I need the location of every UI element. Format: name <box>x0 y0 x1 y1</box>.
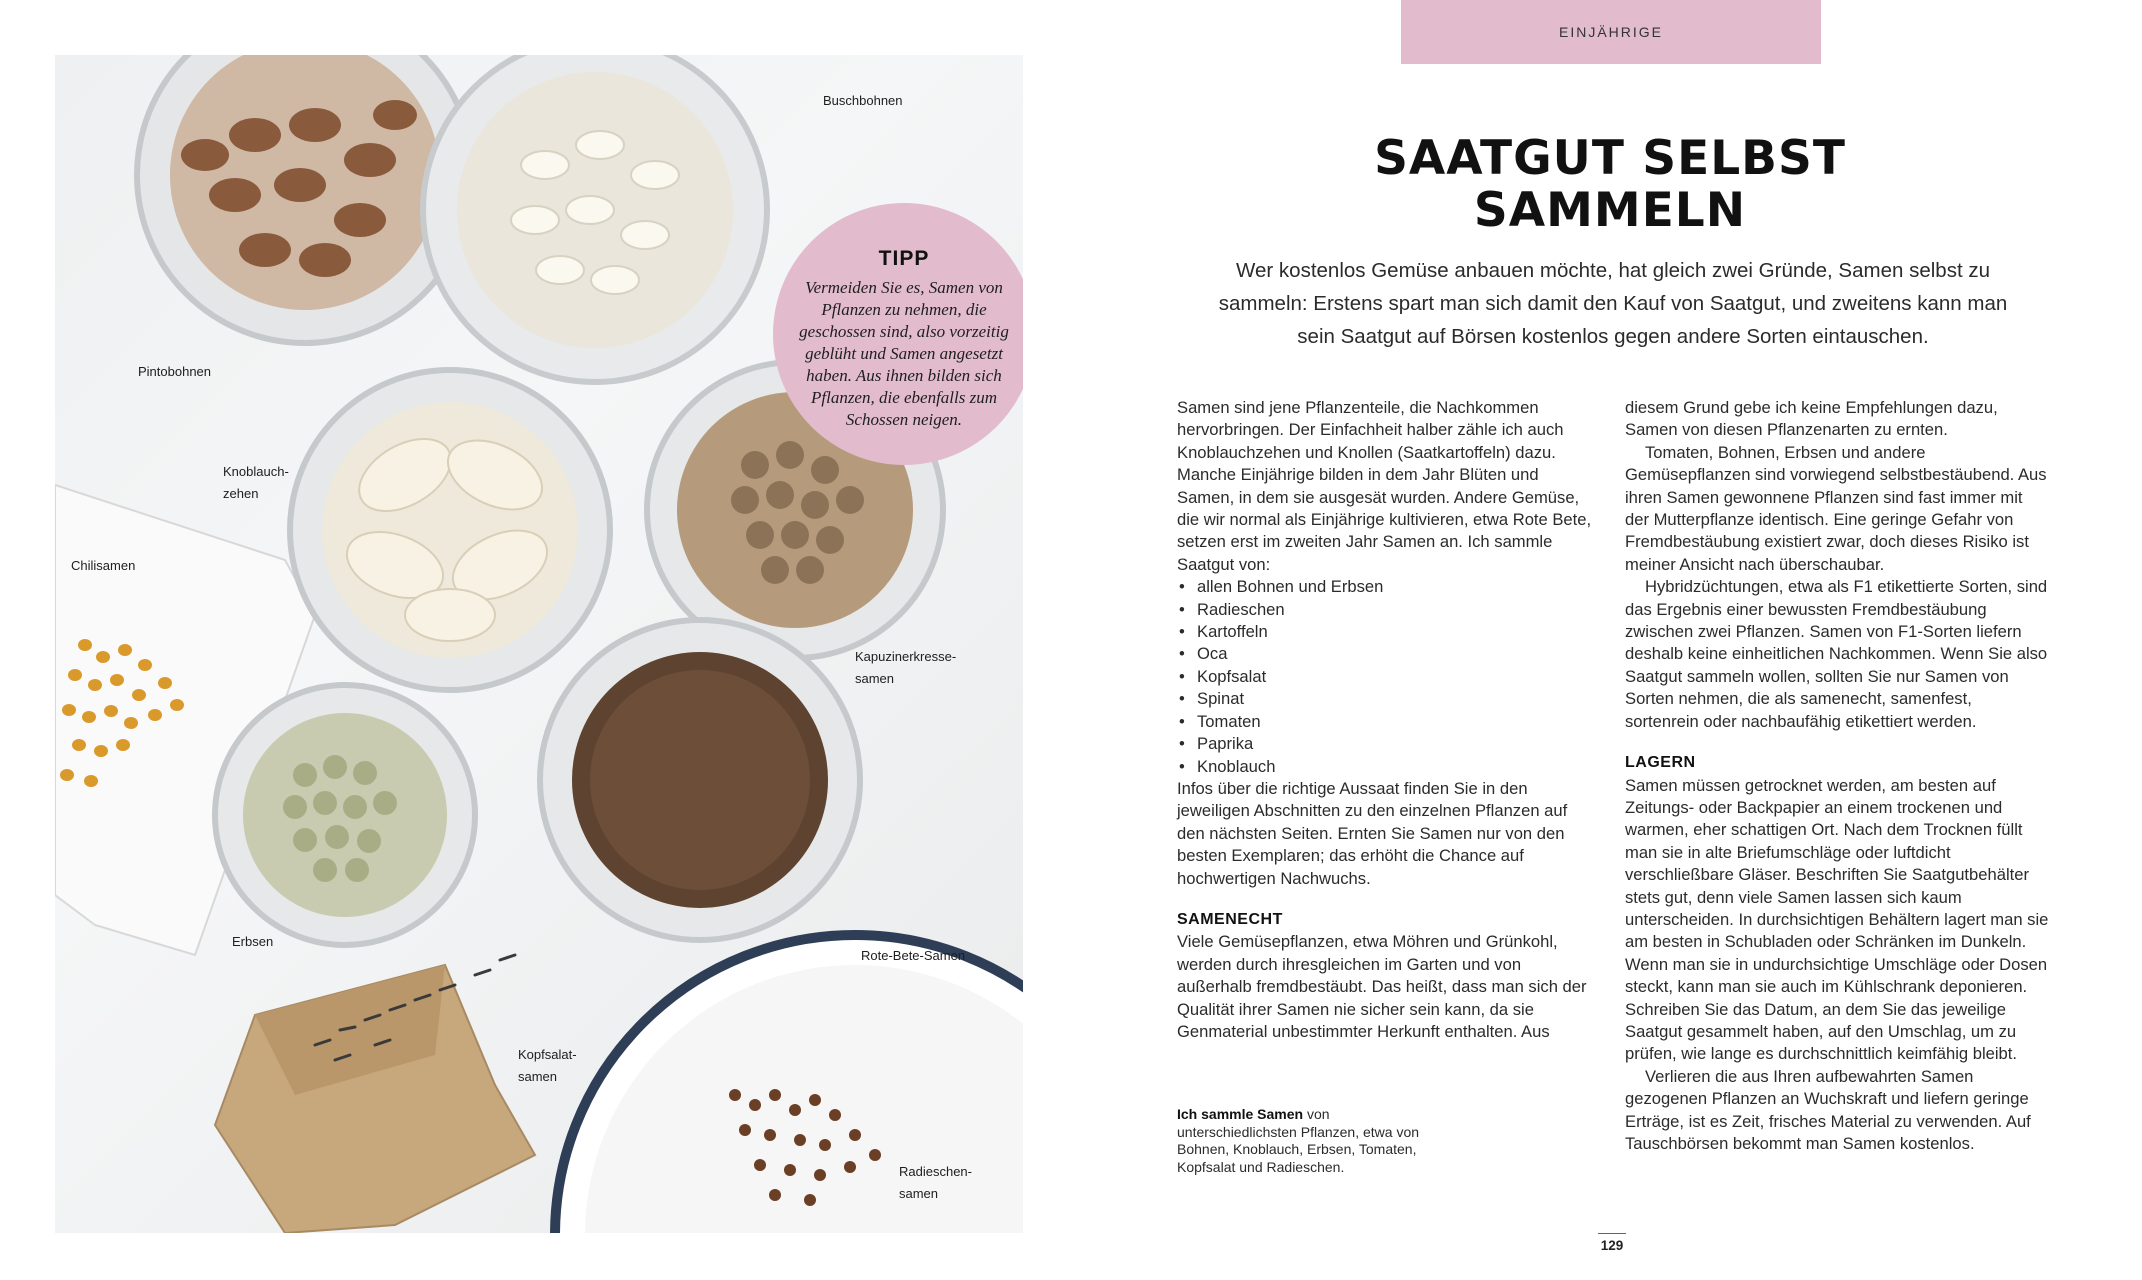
col2-paragraph-5: Verlieren die aus Ihren aufbewahrten Samen gezogenen Pflanzen an Wuchskraft und liefern geringe Erträge, ist es Zeit, frisches Material zu verwenden. Auf Tauschbörsen bekommt man Samen kostenlos. <box>1625 1066 2031 1153</box>
label-buschbohnen: Buschbohnen <box>823 93 903 108</box>
label-chilisamen: Chilisamen <box>71 558 136 573</box>
heading-lagern: LAGERN <box>1625 754 1696 772</box>
col2-paragraph-2: Tomaten, Bohnen, Erbsen und andere Gemüsepflanzen sind vorwiegend selbstbestäubend. Aus ihren Samen gewonnene Pflanzen sind fast immer mit der Mutterpflanze identisch. Eine geringe Gefahr von Fremdbestäubung existiert zwar, doch dieses Risiko ist meiner Ansicht nach überschaubar. <box>1625 442 2047 574</box>
list-item: • Kopfsalat <box>1177 666 1595 688</box>
list-item: • allen Bohnen und Erbsen <box>1177 576 1595 598</box>
list-item: • Tomaten <box>1177 711 1595 733</box>
label-kopfsalat: Kopfsalat- samen <box>518 1047 577 1084</box>
jar-peas <box>215 685 475 945</box>
intro-paragraph: Wer kostenlos Gemüse anbauen möchte, hat gleich zwei Gründe, Samen selbst zu sammeln: Erstens spart man sich damit den Kauf von Saatgut, und zweitens kann man sein Saatgut auf Börsen kostenlos gegen andere Sorten eintauschen. <box>1218 259 2008 348</box>
page-title-line2: SAMMELN <box>1473 183 1747 238</box>
tipp-title: TIPP <box>878 247 930 270</box>
label-radieschen: Radieschen- samen <box>899 1164 972 1201</box>
photo-caption <box>1177 1106 1437 1176</box>
label-kapuzinerkresse: Kapuzinerkresse- samen <box>855 649 957 686</box>
label-erbsen: Erbsen <box>232 934 274 949</box>
seed-jars-photo <box>55 55 1023 1233</box>
seed-list <box>1177 576 1595 778</box>
tipp-text: Vermeiden Sie es, Samen von Pflanzen zu nehmen, die geschossen sind, also vorzeitig geblüht und Samen angesetzt haben. Aus ihnen bilden sich Pflanzen, die ebenfalls zum Schossen neigen. <box>799 278 1009 429</box>
col1-paragraph-3: Viele Gemüsepflanzen, etwa Möhren und Grünkohl, werden durch ihresgleichen im Garten und von außerhalb fremdbestäubt. Das heißt, dass man sich der Qualität ihrer Samen nie sicher sein kann, da sie Genmaterial unbestimmter Herkunft enthalten. Aus <box>1177 932 1587 1041</box>
page-number: 129 <box>1600 1238 1624 1253</box>
col1-paragraph-2: Infos über die richtige Aussaat finden Sie in den jeweiligen Abschnitten zu den einzelnen Pflanzen auf den nächsten Seiten. Ernten Sie Samen nur von den besten Exemplaren; das erhöht die Chance auf hochwertigen Nachwuchs. <box>1177 778 1568 888</box>
list-item: • Oca <box>1177 643 1595 665</box>
list-item: • Radieschen <box>1177 599 1595 621</box>
list-item: • Kartoffeln <box>1177 621 1595 643</box>
col2-paragraph-1: diesem Grund gebe ich keine Empfehlungen dazu, Samen von diesen Pflanzenarten zu ernten. <box>1625 398 1998 440</box>
page-number-rule <box>1598 1233 1626 1234</box>
tipp-box <box>773 203 1023 465</box>
jar-beetroot-seeds <box>540 620 860 940</box>
list-item: • Spinat <box>1177 688 1595 710</box>
caption-bold: Ich sammle Samen <box>1177 1106 1304 1122</box>
text-column-right <box>1625 397 2050 1155</box>
label-knoblauchzehen: Knoblauch- zehen <box>223 464 289 501</box>
category-tab: EINJÄHRIGE <box>1401 0 1821 64</box>
col2-paragraph-3: Hybridzüchtungen, etwa als F1 etikettierte Sorten, sind das Ergebnis einer bewussten Fremdbestäubung zwischen zwei Pflanzen. Samen von F1-Sorten liefern deshalb keine einheitlichen Nachkommen. Wenn Sie also Saatgut sammeln wollen, sollten Sie nur Samen von Sorten nehmen, die als samenecht, samenfest, sortenrein oder nachbaufähig etikettiert werden. <box>1625 577 2048 731</box>
label-pintobohnen: Pintobohnen <box>138 364 212 379</box>
heading-samenecht: SAMENECHT <box>1177 910 1283 928</box>
list-item: • Knoblauch <box>1177 756 1595 778</box>
col2-paragraph-4: Samen müssen getrocknet werden, am besten auf Zeitungs- oder Backpapier an einem trockenen und warmen, eher schattigen Ort. Nach dem Trocknen füllt man sie in alte Briefumschläge oder luftdicht verschließbare Gläser. Beschriften Sie Saatgutbehälter stets gut, denn viele Samen lassen sich kaum unterscheiden. In durchsichtigen Behältern lagert man sie am besten in Schubladen oder Schränken im Dunkeln. Wenn man sie in undurchsichtige Umschläge oder Dosen steckt, kann man sie auch im Kühlschrank deponieren. Schreiben Sie das Datum, an dem Sie das jeweilige Saatgut gesammelt haben, auf den Umschlag, um zu prüfen, wie lange es durchschnittlich keimfähig bleibt. <box>1625 775 2049 1064</box>
jar-white-beans <box>423 55 767 382</box>
jar-garlic <box>290 370 610 690</box>
envelope-lettuce-seeds <box>215 955 535 1233</box>
text-column-left <box>1177 397 1595 1043</box>
list-item: • Paprika <box>1177 733 1595 755</box>
label-rote-bete: Rote-Bete-Samen <box>861 948 966 963</box>
col1-paragraph-1: Samen sind jene Pflanzenteile, die Nachkommen hervorbringen. Der Einfachheit halber zähle ich auch Knoblauchzehen und Knollen (Saatkartoffeln) dazu. Manche Einjährige bilden in dem Jahr Blüten und Samen, in dem sie ausgesät wurden. Andere Gemüse, die wir normal als Einjährige kultivieren, etwa Rote Bete, setzen erst im zweiten Jahr Samen an. Ich sammle Saatgut von: <box>1177 398 1592 574</box>
page-title <box>1200 133 2020 237</box>
caption-text: von unterschiedlichsten Pflanzen, etwa von Bohnen, Knoblauch, Erbsen, Tomaten, Kopfsalat und Radieschen. <box>1177 1106 1420 1175</box>
page-title-line1: SAATGUT SELBST <box>1374 131 1846 186</box>
